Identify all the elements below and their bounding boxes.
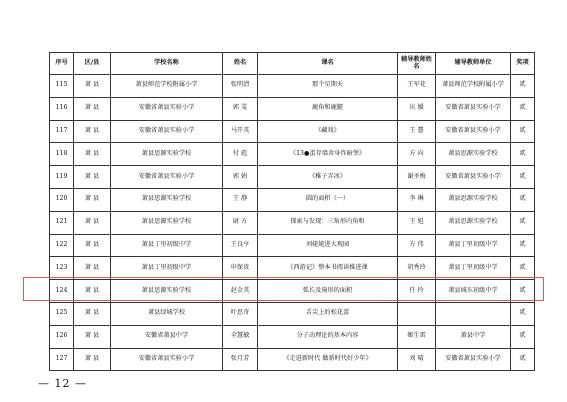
table-cell: 萧县思源实验学校 — [436, 143, 511, 166]
table-cell: 萧 县 — [74, 97, 111, 120]
table-cell: 120 — [50, 188, 74, 211]
table-cell: 《走进新时代 做新时代好少年》 — [258, 348, 398, 371]
table-cell: 圆的面积（一） — [258, 188, 398, 211]
table-cell: 马开英 — [223, 120, 258, 143]
table-row — [50, 257, 535, 280]
table-cell: 《稚子弄冰》 — [258, 166, 398, 189]
awards-table — [49, 52, 535, 371]
table-cell: 那个星期天 — [258, 75, 398, 98]
table-cell: 萧县师范学校附属小学 — [111, 75, 223, 98]
table-cell: 贰 — [511, 97, 535, 120]
table-cell — [436, 302, 511, 325]
table-cell: 贰 — [511, 188, 535, 211]
column-header: 学校名称 — [111, 53, 223, 75]
table-cell: 122 — [50, 234, 74, 257]
table-cell: 萧 县 — [74, 234, 111, 257]
table-row — [50, 120, 535, 143]
table-cell: 萧县城东初级中学 — [436, 280, 511, 303]
table-cell: 萧 县 — [74, 257, 111, 280]
table-cell: 叶思奇 — [223, 302, 258, 325]
table-row — [50, 211, 535, 234]
table-cell: 125 — [50, 302, 74, 325]
table-cell: 胡秀玲 — [398, 257, 436, 280]
table-cell: 舌尖上的松花蛋 — [258, 302, 398, 325]
column-header: 区/县 — [74, 53, 111, 75]
table-cell: 安徽省萧县实验小学 — [436, 97, 511, 120]
table-cell: 姬生雷 — [398, 325, 436, 348]
table-cell: 萧 县 — [74, 348, 111, 371]
table-cell: 贰 — [511, 302, 535, 325]
table-cell: 贰 — [511, 143, 535, 166]
table-cell: 116 — [50, 97, 74, 120]
table-cell: 探索与发现：三角形内角和 — [258, 211, 398, 234]
table-cell: 王良亨 — [223, 234, 258, 257]
table-cell: 贰 — [511, 257, 535, 280]
table-cell: 萧 县 — [74, 188, 111, 211]
table-row — [50, 280, 535, 303]
table-row — [50, 348, 535, 371]
table-cell: 萧县丁里初级中学 — [436, 234, 511, 257]
table-cell: 贰 — [511, 348, 535, 371]
table-cell: 萧县思源实验学校 — [111, 188, 223, 211]
table-row — [50, 188, 535, 211]
table-row — [50, 325, 535, 348]
table-cell: 127 — [50, 348, 74, 371]
table-cell: 《西游记》整本书阅读推进课 — [258, 257, 398, 280]
table-cell: 萧县思源实验学校 — [111, 143, 223, 166]
table-body — [50, 75, 535, 371]
table-cell: 贰 — [511, 234, 535, 257]
table-cell: 李 琳 — [398, 188, 436, 211]
table-cell: 萧 县 — [74, 143, 111, 166]
table-cell: 赵金英 — [223, 280, 258, 303]
table-cell: 萧县丁里初级中学 — [436, 257, 511, 280]
table-cell: 萧县丁里初级中学 — [111, 257, 223, 280]
table-row — [50, 166, 535, 189]
table-cell: 安徽省萧县实验小学 — [436, 166, 511, 189]
table-cell: 王 静 — [223, 188, 258, 211]
table-row — [50, 302, 535, 325]
table-cell: 萧 县 — [74, 280, 111, 303]
table-cell: 安徽省萧县实验小学 — [111, 348, 223, 371]
table-cell: 谢圣梅 — [398, 166, 436, 189]
table-cell: 郭 娟 — [223, 166, 258, 189]
table-cell: 118 — [50, 143, 74, 166]
table-cell: 贰 — [511, 75, 535, 98]
table-cell: 萧县思源实验学校 — [111, 280, 223, 303]
table-cell: 115 — [50, 75, 74, 98]
table-cell: 刘 晴 — [398, 348, 436, 371]
table-cell: 贰 — [511, 280, 535, 303]
table-row — [50, 234, 535, 257]
table-cell: 任 玲 — [398, 280, 436, 303]
table-cell — [398, 302, 436, 325]
table-cell: 弧长及扇形的面积 — [258, 280, 398, 303]
table-cell: 申保贵 — [223, 257, 258, 280]
table-cell: 萧县思源实验学校 — [436, 188, 511, 211]
table-cell: 《13●蛋存墙舍身炸暗堡》 — [258, 143, 398, 166]
table-cell: 117 — [50, 120, 74, 143]
column-header: 辅导教师单位 — [436, 53, 511, 75]
table-cell: 萧县中学 — [436, 325, 511, 348]
table-cell: 王军花 — [398, 75, 436, 98]
table-cell: 方 向 — [398, 143, 436, 166]
table-cell: 安徽省萧县实验小学 — [111, 97, 223, 120]
table-cell: 付 彪 — [223, 143, 258, 166]
table-cell: 萧 县 — [74, 211, 111, 234]
column-header: 姓名 — [223, 53, 258, 75]
table-cell: 王 旭 — [398, 211, 436, 234]
table-cell: 《藏戏》 — [258, 120, 398, 143]
column-header: 奖项 — [511, 53, 535, 75]
table-cell: 萧县师范学校附属小学 — [436, 75, 511, 98]
table-row — [50, 143, 535, 166]
table-cell: 张明清 — [223, 75, 258, 98]
table-cell: 庆 媛 — [398, 97, 436, 120]
table-cell: 刘姥姥进大观园 — [258, 234, 398, 257]
table-cell: 萧 县 — [74, 75, 111, 98]
table-cell: 安徽省萧县实验小学 — [111, 120, 223, 143]
table-cell: 123 — [50, 257, 74, 280]
table-cell: 贰 — [511, 120, 535, 143]
column-header: 课名 — [258, 53, 398, 75]
table-cell: 安徽省萧县实验小学 — [436, 120, 511, 143]
column-header: 序号 — [50, 53, 74, 75]
table-cell: 王 慧 — [398, 120, 436, 143]
page-number: — 12 — — [38, 377, 87, 390]
table-cell: 安徽省萧县中学 — [111, 325, 223, 348]
table-cell: 萧 县 — [74, 166, 111, 189]
table-cell: 121 — [50, 211, 74, 234]
table-cell: 萧 县 — [74, 325, 111, 348]
table-cell: 萧县绿城学校 — [111, 302, 223, 325]
table-row — [50, 75, 535, 98]
table-cell: 126 — [50, 325, 74, 348]
table-header-row — [50, 53, 535, 75]
table-cell: 萧 县 — [74, 302, 111, 325]
table-cell: 全慧敏 — [223, 325, 258, 348]
table-cell: 萧县思源实验学校 — [111, 211, 223, 234]
column-header: 辅导教师姓名 — [398, 53, 436, 75]
table-cell: 郭 雯 — [223, 97, 258, 120]
table-cell: 贰 — [511, 325, 535, 348]
table-cell: 萧县思源实验学校 — [436, 211, 511, 234]
table-cell: 尉 方 — [223, 211, 258, 234]
table-cell: 张月芳 — [223, 348, 258, 371]
table-cell: 安徽省萧县实验小学 — [436, 348, 511, 371]
table-cell: 萧县丁里初级中学 — [111, 234, 223, 257]
table-cell: 萧 县 — [74, 120, 111, 143]
table-cell: 安徽省萧县实验小学 — [111, 166, 223, 189]
table-cell: 鹿角和鹿腿 — [258, 97, 398, 120]
table-cell: 分子动理论的基本内容 — [258, 325, 398, 348]
table-cell: 124 — [50, 280, 74, 303]
table-cell: 贰 — [511, 166, 535, 189]
table-cell: 贰 — [511, 211, 535, 234]
table-cell: 方 伟 — [398, 234, 436, 257]
table-cell: 119 — [50, 166, 74, 189]
table-row — [50, 97, 535, 120]
